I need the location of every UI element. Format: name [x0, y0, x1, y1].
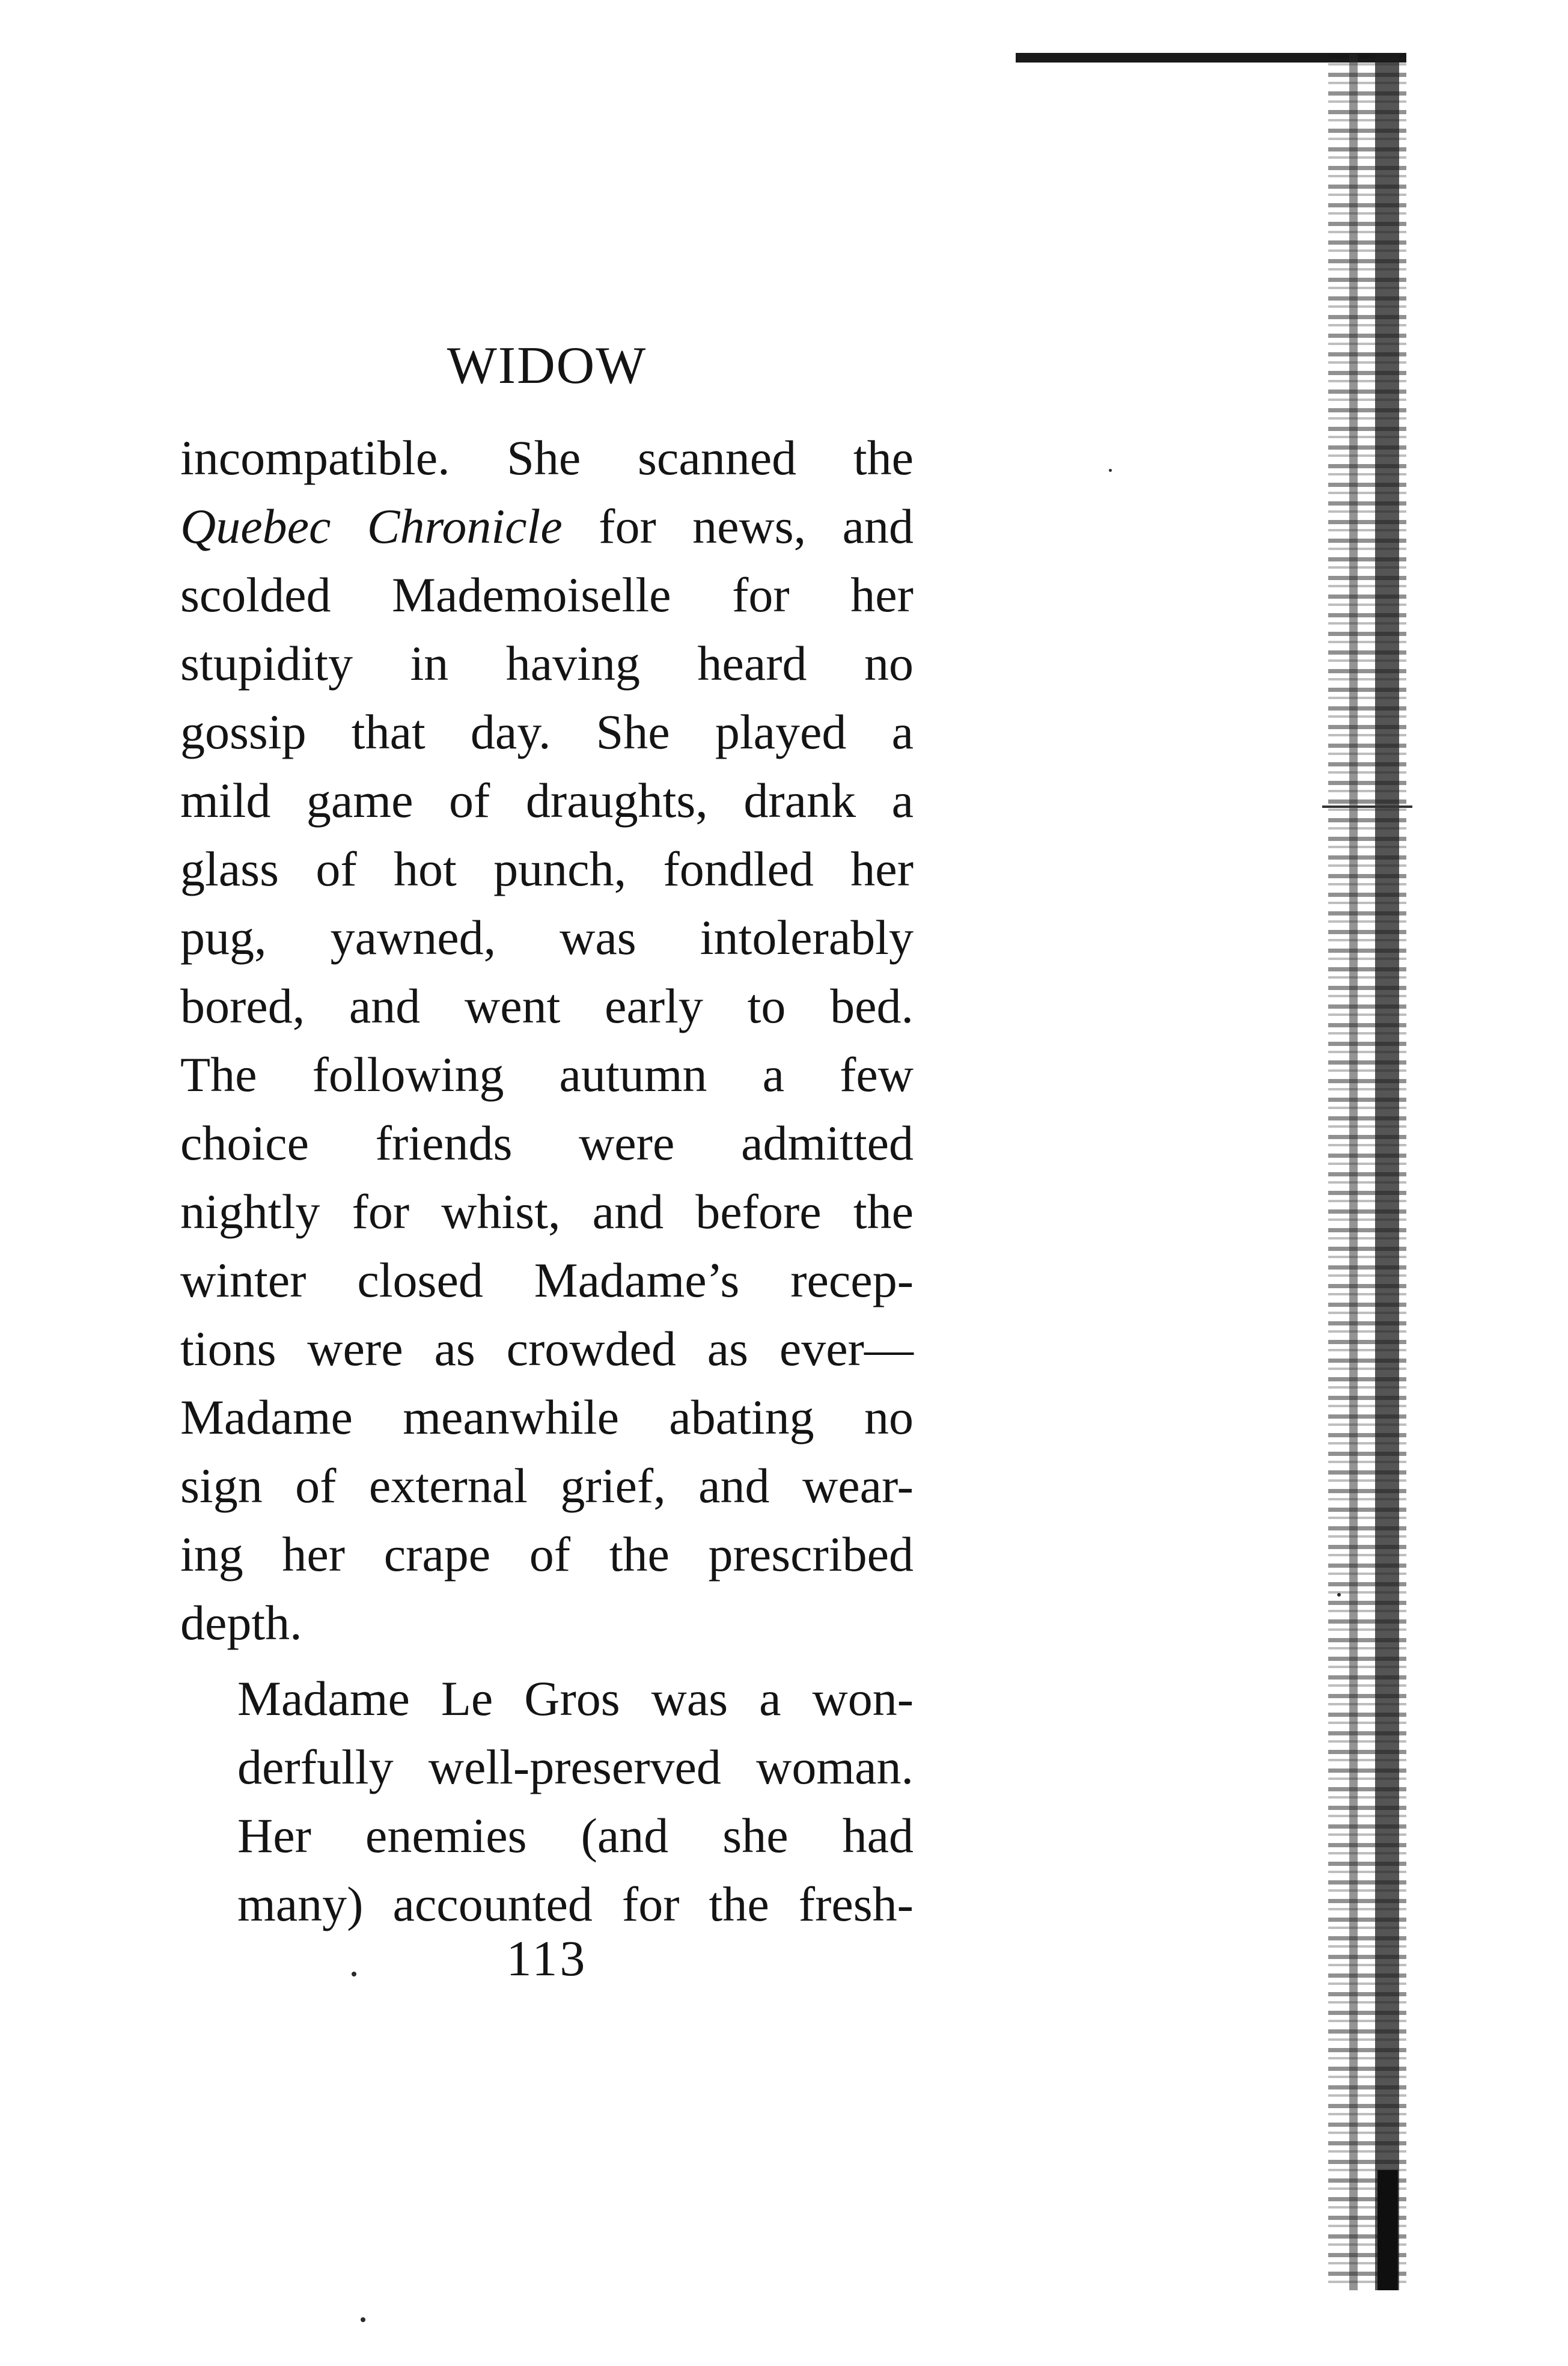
body-text: [180, 424, 914, 1939]
text-line: The following autumn a few: [180, 1047, 914, 1102]
binding-crossmark: [1322, 805, 1412, 808]
text-line: Madame meanwhile abating no: [180, 1390, 914, 1444]
text-line: depth.: [180, 1595, 302, 1650]
text-line: scolded Mademoiselle for her: [180, 567, 914, 622]
text-line: tions were as crowded as ever—: [180, 1321, 914, 1376]
text-line: mild game of draughts, drank a: [180, 773, 914, 828]
page-number: 113: [506, 1931, 588, 1987]
text-line: sign of external grief, and wear-: [180, 1458, 914, 1513]
text-line: ing her crape of the prescribed: [180, 1527, 914, 1582]
ink-speck: [361, 2317, 365, 2322]
paragraph-1: [180, 424, 914, 1657]
text-line: [180, 492, 914, 561]
text-line: Her enemies (and she had: [237, 1808, 914, 1863]
text-fragment: for news, and: [562, 499, 914, 554]
text-line: winter closed Madame’s recep-: [180, 1253, 914, 1307]
text-line: gossip that day. She played a: [180, 705, 914, 759]
ink-speck: [352, 1972, 356, 1976]
binding-foot: [1377, 2170, 1398, 2290]
newspaper-title: Quebec Chronicle: [180, 499, 563, 554]
text-line: pug, yawned, was intolerably: [180, 910, 914, 965]
running-head: WIDOW: [447, 337, 647, 395]
binding-inner-line: [1349, 54, 1358, 2290]
text-line: incompatible. She scanned the: [180, 430, 914, 485]
text-line: many) accounted for the fresh-: [237, 1877, 914, 1931]
paragraph-2: [180, 1664, 914, 1939]
text-line: Madame Le Gros was a won-: [237, 1671, 914, 1726]
text-line: derfully well-preserved woman.: [237, 1740, 914, 1794]
text-line: stupidity in having heard no: [180, 636, 914, 691]
text-line: nightly for whist, and before the: [180, 1184, 914, 1239]
text-line: bored, and went early to bed.: [180, 979, 914, 1033]
ink-speck: [1109, 469, 1112, 472]
text-line: glass of hot punch, fondled her: [180, 842, 914, 896]
text-line: choice friends were admitted: [180, 1116, 914, 1170]
binding-edge: [1375, 54, 1399, 2290]
ink-speck: [1337, 1593, 1341, 1597]
